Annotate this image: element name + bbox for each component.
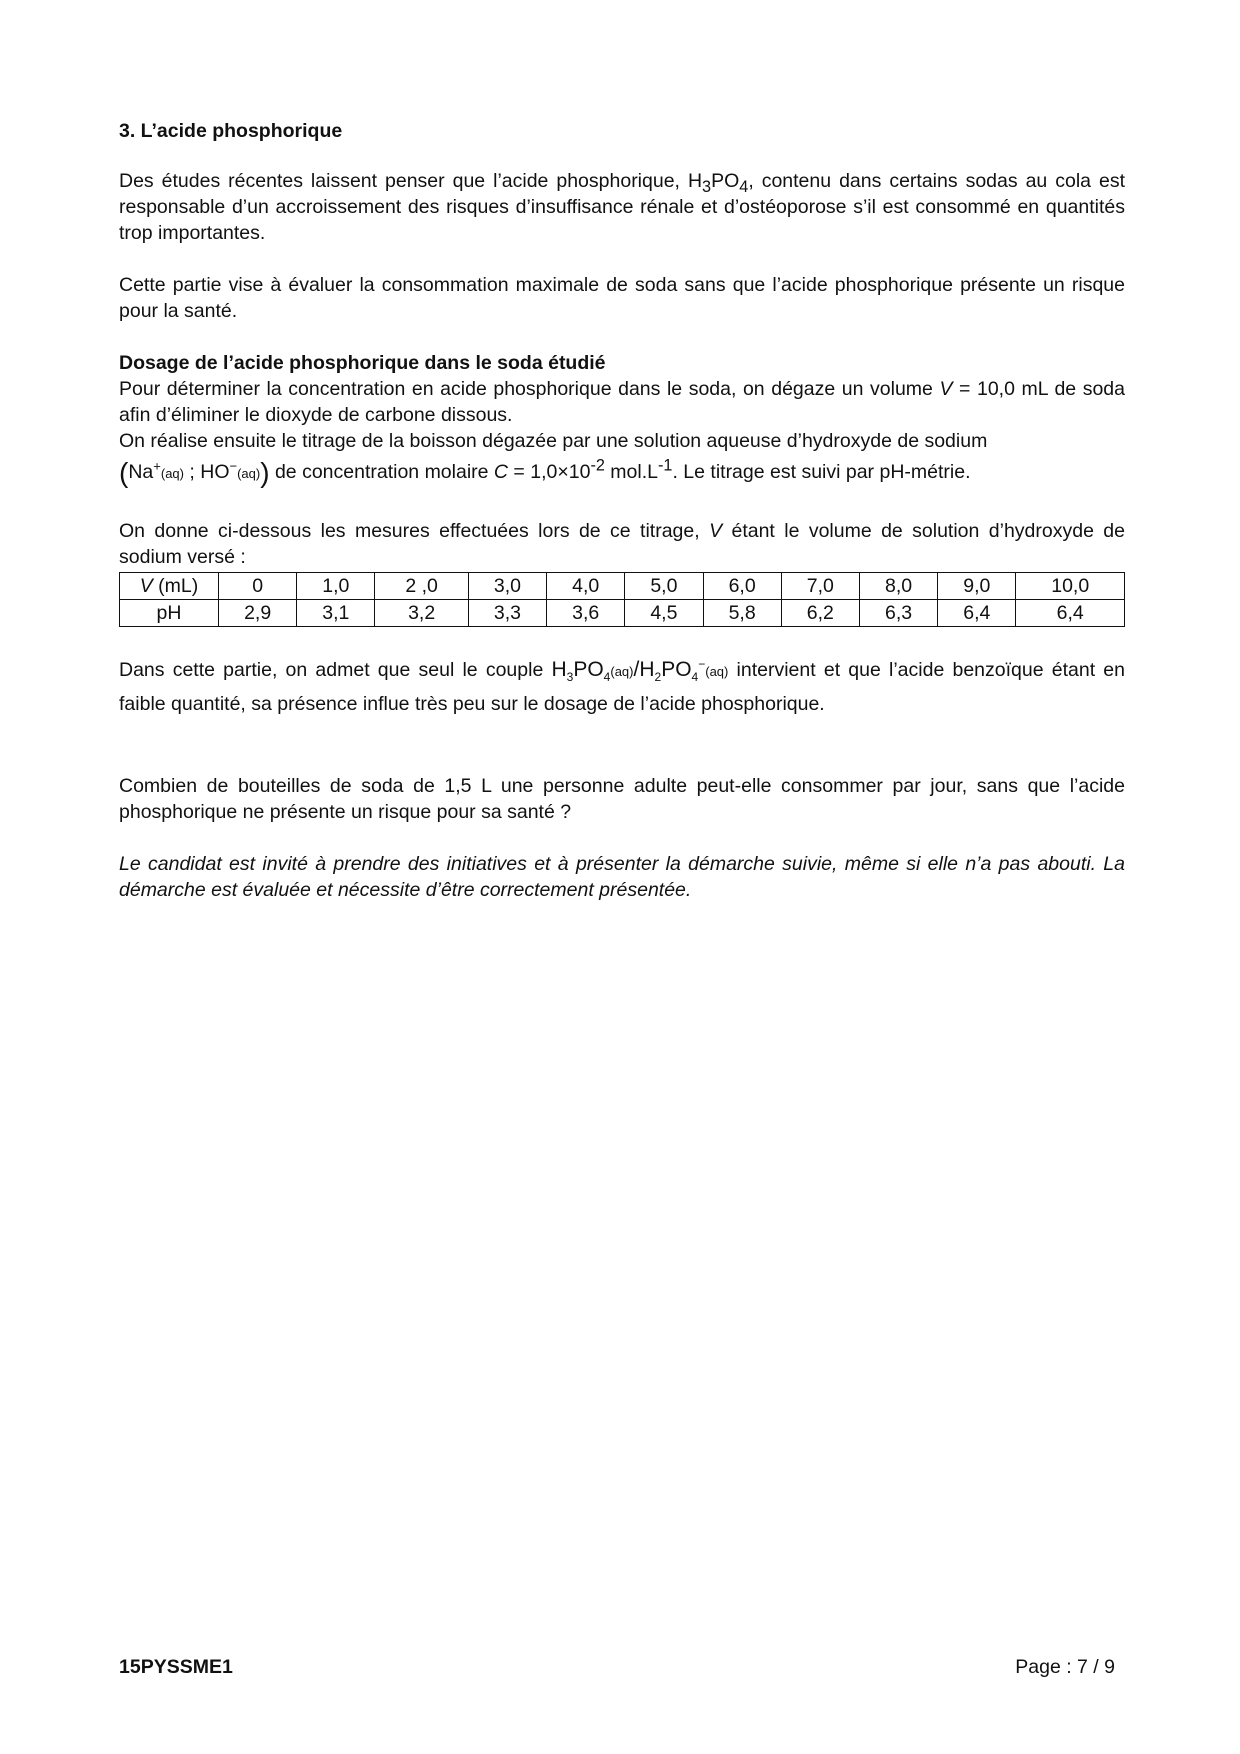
table-cell: 3,3 [468, 600, 546, 627]
instruction-paragraph: Le candidat est invité à prendre des initiatives et à présenter la démarche suivie, même si elle n’a pas abouti. La démarche est évaluée et nécessite d’être correctement présentée. [119, 853, 1125, 901]
question-paragraph: Combien de bouteilles de soda de 1,5 L une personne adulte peut-elle consommer par jour, sans que l’acide phosphorique ne présente un risque pour sa santé ? [119, 775, 1125, 823]
couple-paragraph: Dans cette partie, on admet que seul le couple $H_3PO_4(aq)/H_2PO_4^-(aq)$ intervient et que l’acide benzoïque étant en faible quantité, sa présence influe très peu sur le dosage de l’acide phosphorique. [119, 657, 1125, 715]
table-row-volume [120, 573, 1125, 600]
dosage-line-3: (Na+(aq) ; HO−(aq)) de concentration molaire $C = 1,0\times 10^{-2}$ $mol.L^{-1}$. Le titrage est suivi par pH-métrie. [119, 456, 971, 488]
dosage-title: Dosage de l’acide phosphorique dans le soda étudié [119, 352, 606, 374]
section-title: 3. L’acide phosphorique [119, 120, 343, 142]
table-cell: 5,8 [703, 600, 781, 627]
table-cell: 4,0 [547, 573, 625, 600]
table-row-ph [120, 600, 1125, 627]
table-cell: 8,0 [859, 573, 937, 600]
row-header-ph: pH [120, 600, 219, 627]
page-number: Page : 7 / 9 [1015, 1656, 1115, 1678]
table-cell: 0 [219, 573, 297, 600]
goal-paragraph: Cette partie vise à évaluer la consommation maximale de soda sans que l’acide phosphorique présente un risque pour la santé. [119, 274, 1125, 322]
table-cell: 6,4 [938, 600, 1016, 627]
measures-intro: On donne ci-dessous les mesures effectuées lors de ce titrage, V étant le volume de solution d’hydroxyde de sodium versé : [119, 520, 1126, 568]
row-header-volume: V (mL) [120, 573, 219, 600]
table-cell: 4,5 [625, 600, 703, 627]
table-cell: 5,0 [625, 573, 703, 600]
table-cell: 3,6 [547, 600, 625, 627]
dosage-line-2: On réalise ensuite le titrage de la boisson dégazée par une solution aqueuse d’hydroxyde de sodium [119, 430, 988, 452]
table-cell: 2 ,0 [375, 573, 468, 600]
table-cell: 7,0 [781, 573, 859, 600]
intro-paragraph: Des études récentes laissent penser que l’acide phosphorique, $H_3PO_4$, contenu dans certains sodas au cola est responsable d’un accroissement des risques d’insuffisance rénale et d’ostéoporose s’il est consommé en quantités trop importantes. [119, 170, 1125, 244]
table-cell: 3,0 [468, 573, 546, 600]
acid-couple-formula: $H_3PO_4(aq)/H_2PO_4^-(aq)$ [551, 657, 729, 685]
table-cell: 9,0 [938, 573, 1016, 600]
exam-code: 15PYSSME1 [119, 1656, 233, 1678]
table-cell: 6,3 [859, 600, 937, 627]
titration-table [119, 572, 1125, 627]
table-cell: 6,2 [781, 600, 859, 627]
table-cell: 6,4 [1016, 600, 1125, 627]
document-page [119, 118, 1125, 903]
table-cell: 10,0 [1016, 573, 1125, 600]
table-cell: 2,9 [219, 600, 297, 627]
table-cell: 3,2 [375, 600, 468, 627]
table-cell: 3,1 [297, 600, 375, 627]
dosage-line-1: Pour déterminer la concentration en acide phosphorique dans le soda, on dégaze un volume V = 10,0 mL de soda afin d’éliminer le dioxyde de carbone dissous. [119, 378, 1125, 426]
table-cell: 1,0 [297, 573, 375, 600]
table-cell: 6,0 [703, 573, 781, 600]
